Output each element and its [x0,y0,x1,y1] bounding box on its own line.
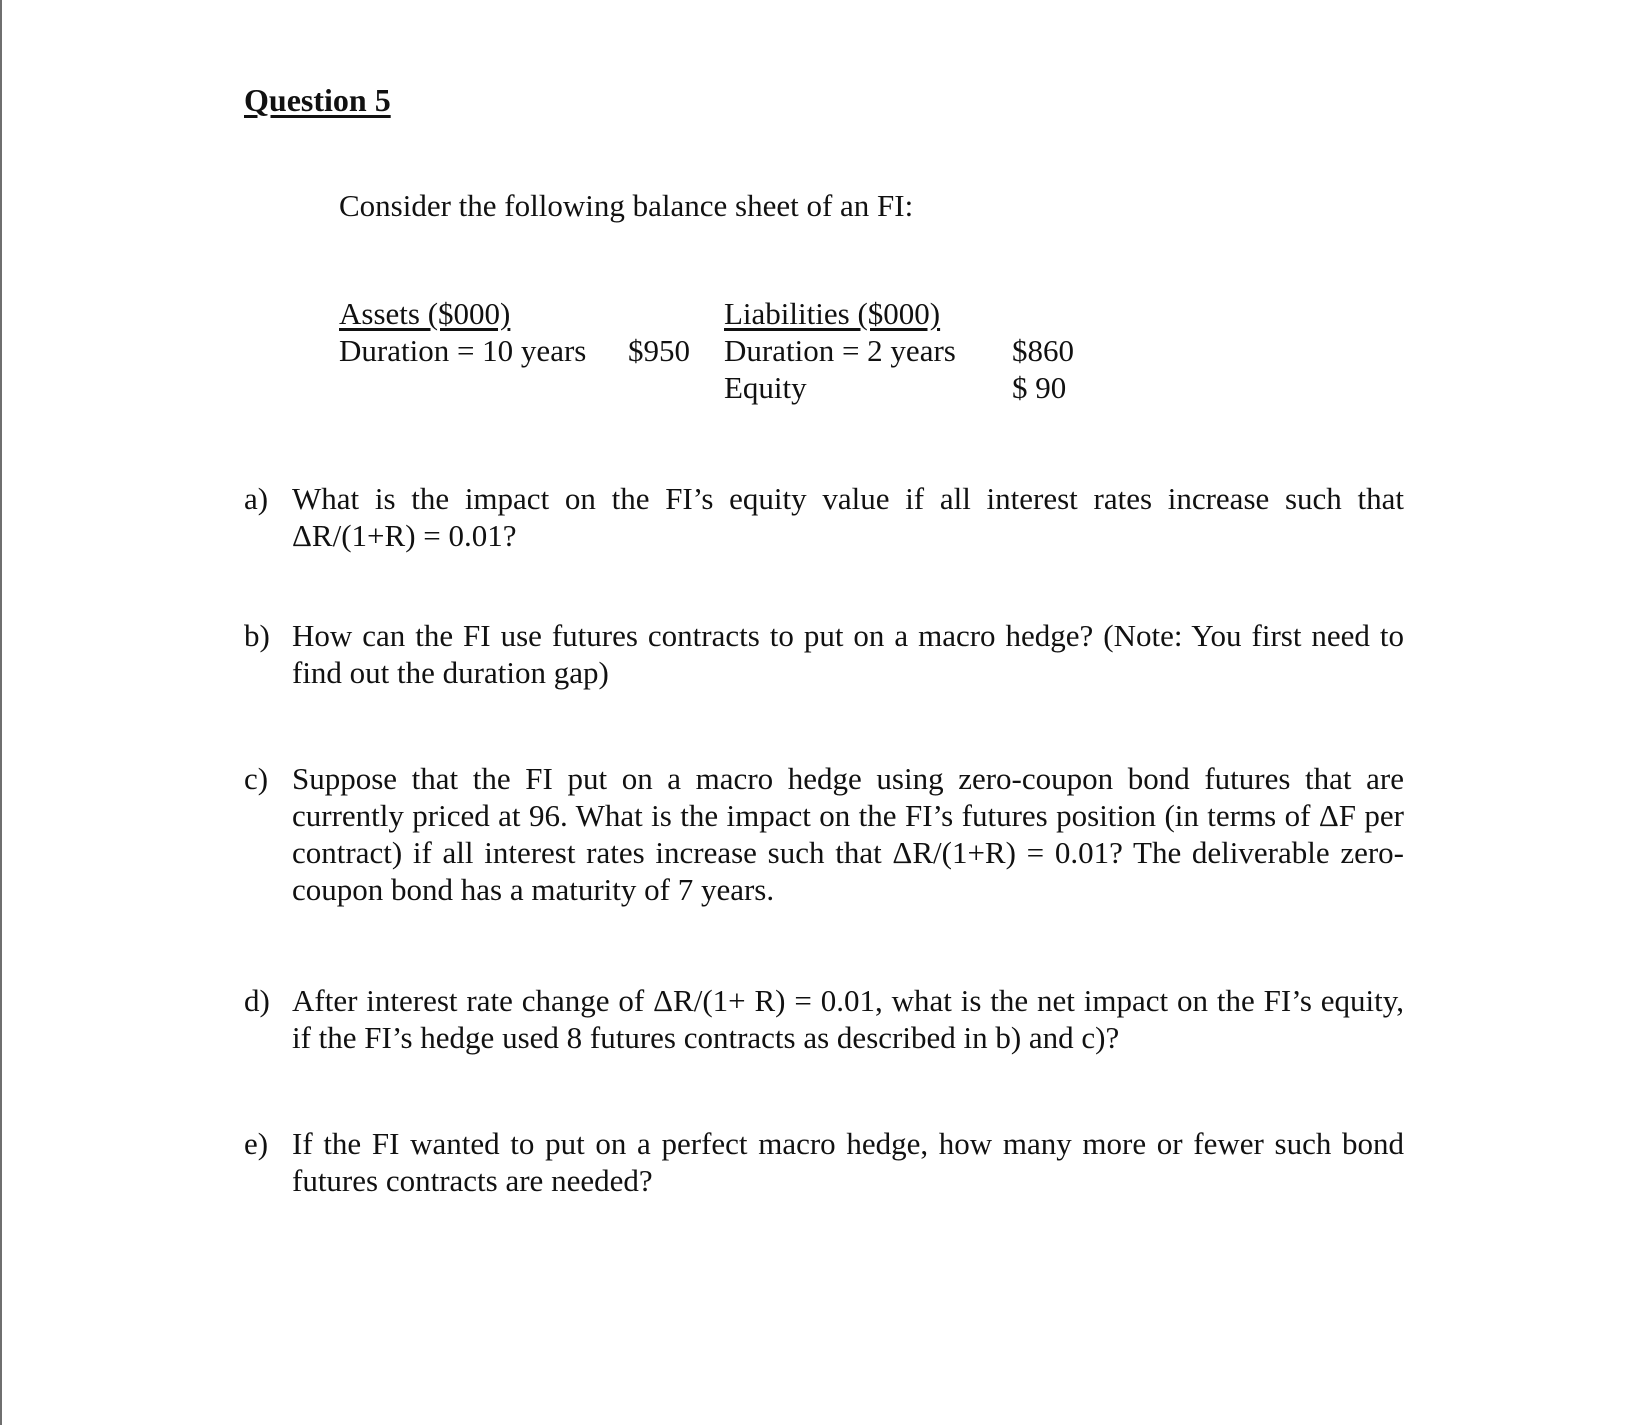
question-c [244,760,1404,908]
question-d [244,982,1404,1056]
question-letter: b) [244,618,270,653]
question-title: Question 5 [244,82,391,118]
question-e [244,1125,1404,1199]
intro-text: Consider the following balance sheet of an FI: [339,188,914,223]
question-letter: e) [244,1126,269,1161]
assets-header: Assets ($000) [339,296,511,331]
asset-duration-label: Duration = 10 years [339,333,587,368]
question-letter: d) [244,983,270,1018]
question-text: How can the FI use futures contracts to put on a macro hedge? (Note: You first need to find out the duration gap) [292,618,1404,690]
question-b [244,617,1404,691]
page-left-border [0,0,2,1425]
question-text: Suppose that the FI put on a macro hedge using zero-coupon bond futures that are currently priced at 96. What is the impact on the FI’s futures position (in terms of ΔF per contract) if all interest rates increase such that ΔR/(1+R) = 0.01? The deliverable zero-coupon bond has a maturity of 7 years. [292,761,1404,907]
question-letter: c) [244,761,269,796]
question-text: If the FI wanted to put on a perfect macro hedge, how many more or fewer such bond futures contracts are needed? [292,1126,1404,1198]
liability-duration-label: Duration = 2 years [724,333,956,368]
question-a [244,480,1404,554]
equity-value: $ 90 [1012,370,1067,405]
liabilities-header: Liabilities ($000) [724,296,941,331]
question-text: What is the impact on the FI’s equity value if all interest rates increase such that ΔR/(1+R) = 0.01? [292,481,1404,553]
question-text: After interest rate change of ΔR/(1+ R) = 0.01, what is the net impact on the FI’s equity, if the FI’s hedge used 8 futures contracts as described in b) and c)? [292,983,1404,1055]
liability-value: $860 [1012,333,1074,368]
asset-value: $950 [628,333,690,368]
question-letter: a) [244,481,269,516]
equity-label: Equity [724,370,807,405]
